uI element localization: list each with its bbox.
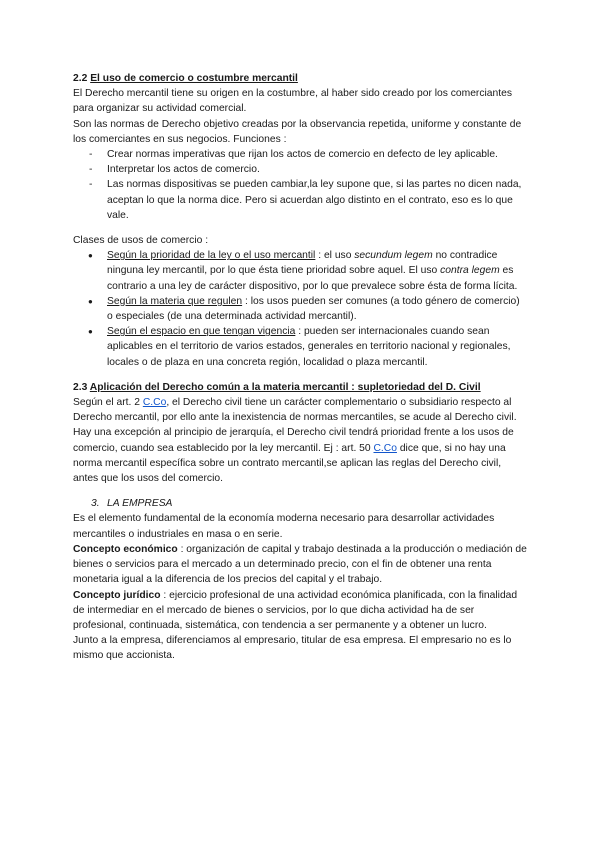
paragraph: El Derecho mercantil tiene su origen en la costumbre, al haber sido creado por los comerciantes para organizar su actividad comercial. bbox=[73, 88, 512, 115]
section-2-2-number: 2.2 bbox=[73, 73, 91, 84]
text-run: : ejercicio profesional de una actividad económica planificada, con la finalidad de intermediar en el mercado de bienes o servicios, por lo que dicha actividad ha de ser profesional, continuada, sistemática, con tendencia a ser permanente y a obtener un lucro. bbox=[73, 589, 518, 631]
list-item: - Las normas dispositivas se pueden cambiar,la ley supone que, si las partes no dicen nada, aceptan lo que la norma dice. Pero si acuerdan algo distinto en el contrato, eso es lo que vale. bbox=[73, 177, 528, 223]
text-run: Según el art. 2 bbox=[73, 397, 143, 409]
paragraph bbox=[73, 542, 528, 588]
section-2-2-heading bbox=[73, 71, 528, 86]
section-2-3-number: 2.3 bbox=[73, 381, 90, 393]
latin-term: contra legem bbox=[440, 265, 500, 277]
list-item: - Interpretar los actos de comercio. bbox=[73, 162, 528, 177]
codigo-comercio-link[interactable]: C.Co bbox=[373, 442, 397, 454]
text-run: , el Derecho civil tiene un carácter complementario o subsidiario respecto al Derecho mercantil, por ello ante la inexistencia de normas mercantiles, se acude al Derecho civil. bbox=[73, 397, 517, 424]
text-run: no contradice ninguna ley mercantil, por lo que ésta tiene prioridad sobre aquel. El uso bbox=[107, 250, 498, 277]
section-3-title: LA EMPRESA bbox=[107, 498, 173, 510]
section-2-3-heading bbox=[73, 380, 528, 395]
list-item: - Crear normas imperativas que rijan los actos de comercio en defecto de ley aplicable. bbox=[73, 147, 528, 162]
section-3-heading bbox=[73, 496, 528, 511]
text-run: : organización de capital y trabajo destinada a la producción o mediación de bienes o servicios para el mercado a un determinado precio, con el fin de obtener una renta monetaria igual a la diferencia de los precios del capital y el trabajo. bbox=[73, 543, 527, 586]
paragraph bbox=[73, 588, 528, 634]
latin-term: secundum legem bbox=[354, 250, 433, 262]
list-item bbox=[73, 324, 528, 370]
list-item bbox=[73, 248, 528, 294]
text-run: es contrario a una ley de carácter dispositivo, por lo que prevalece sobre ésta de forma lícita. bbox=[107, 265, 518, 292]
text-run: : el uso bbox=[315, 250, 355, 262]
classes-intro: Clases de usos de comercio : bbox=[73, 235, 209, 247]
concept-label: Concepto jurídico bbox=[73, 589, 161, 601]
classes-list bbox=[73, 248, 528, 370]
class-label: Según la materia que regulen bbox=[107, 295, 243, 307]
functions-list bbox=[73, 147, 528, 223]
text-run: : pueden ser internacionales cuando sean aplicables en el territorio de varios estados, generales en territorio nacional y regionales, locales o de plaza en una concreta región, localidad o plaza mercantil. bbox=[107, 326, 511, 368]
class-label: Según el espacio en que tengan vigencia bbox=[107, 326, 296, 338]
section-3-number: 3. bbox=[91, 498, 100, 510]
section-2-3-title: Aplicación del Derecho común a la materia mercantil : supletoriedad del D. Civil bbox=[89, 381, 481, 393]
paragraph: Es el elemento fundamental de la economía moderna necesario para desarrollar actividades mercantiles o industriales en masa o en serie. bbox=[73, 513, 495, 540]
paragraph: Son las normas de Derecho objetivo creadas por la observancia repetida, uniforme y constante de los comerciantes en sus negocios. Funciones : bbox=[73, 118, 522, 145]
text-run: : los usos pueden ser comunes (a todo género de comercio) o especiales (de una determinada actividad mercantil). bbox=[107, 295, 520, 323]
text-run: dice que, si no hay una norma mercantil específica sobre un contrato mercantil,se aplican las reglas del Derecho civil, antes que los usos del comercio. bbox=[73, 442, 506, 485]
section-2-2-title: El uso de comercio o costumbre mercantil bbox=[90, 73, 298, 84]
list-item bbox=[73, 294, 528, 324]
paragraph bbox=[73, 395, 528, 425]
codigo-comercio-link[interactable]: C.Co bbox=[142, 397, 167, 409]
document-body bbox=[73, 71, 528, 664]
concept-label: Concepto económico bbox=[73, 543, 178, 555]
paragraph: Junto a la empresa, diferenciamos al empresario, titular de esa empresa. El empresario no es lo mismo que accionista. bbox=[73, 635, 512, 662]
class-label: Según la prioridad de la ley o el uso mercantil bbox=[107, 250, 316, 262]
paragraph bbox=[73, 425, 528, 486]
text-run: Hay una excepción al principio de jerarquía, el Derecho civil tendrá prioridad frente a los usos de comercio, cuando sea establecido por la ley mercantil. Ej : art. 50 bbox=[73, 427, 514, 454]
